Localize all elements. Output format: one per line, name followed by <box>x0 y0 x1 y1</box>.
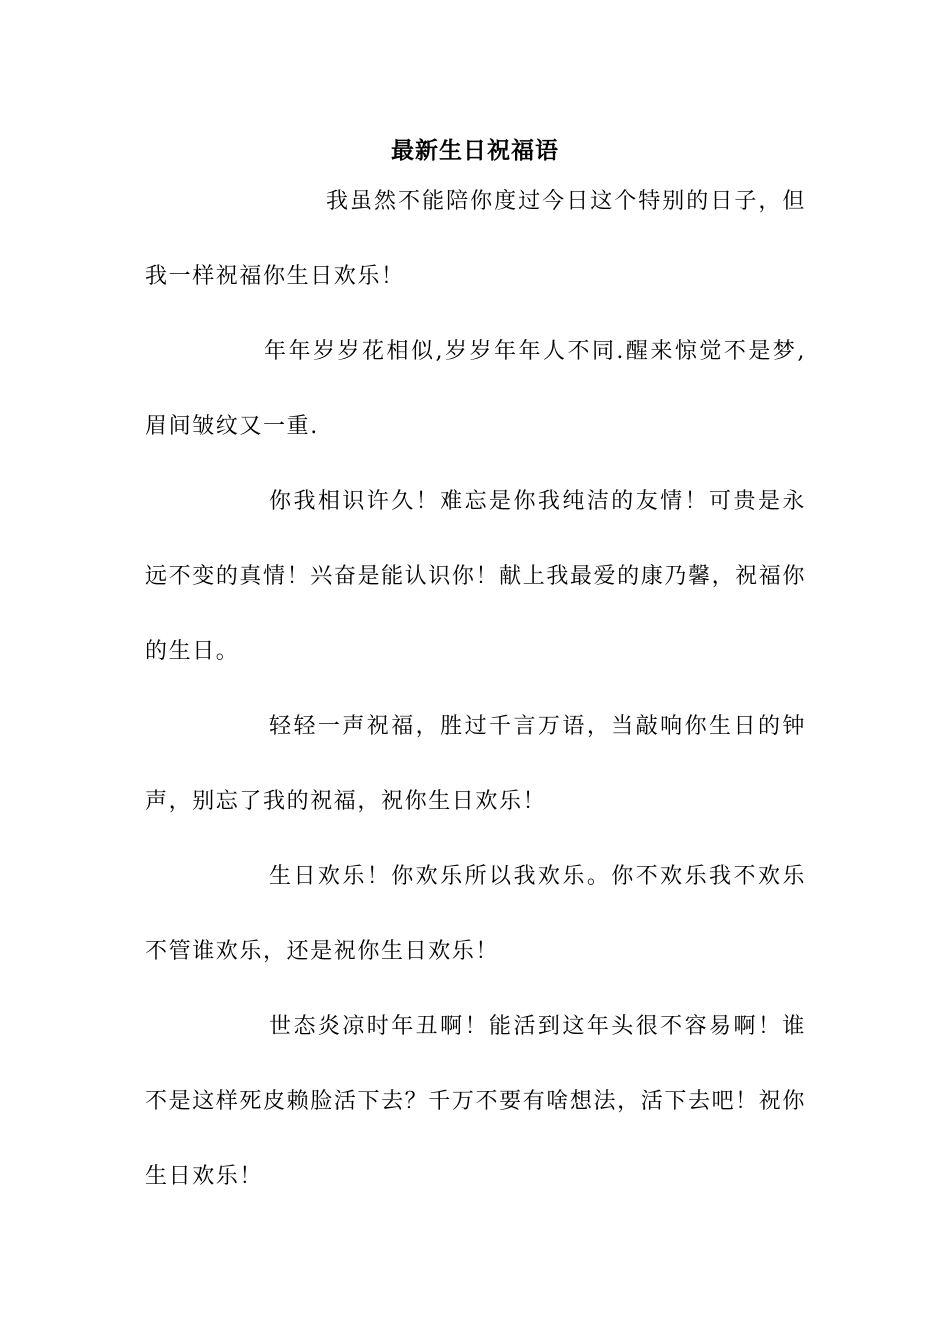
paragraph-1: 我虽然不能陪你度过今日这个特别的日子，但我一样祝福你生日欢乐！ <box>145 189 806 289</box>
document-title: 最新生日祝福语 <box>391 138 559 164</box>
paragraph-4: 轻轻一声祝福，胜过千言万语，当敲响你生日的钟声，别忘了我的祝福，祝你生日欢乐！ <box>145 714 806 814</box>
paragraph-6: 世态炎凉时年丑啊！能活到这年头很不容易啊！谁不是这样死皮赖脸活下去？千万不要有啥想法，活下去吧！祝你生日欢乐！ <box>145 1014 806 1189</box>
paragraph-3: 你我相识许久！难忘是你我纯洁的友情！可贵是永远不变的真情！兴奋是能认识你！献上我最爱的康乃馨，祝福你的生日。 <box>145 489 806 664</box>
paragraph-2: 年年岁岁花相似,岁岁年年人不同.醒来惊觉不是梦,眉间皱纹又一重. <box>145 339 806 439</box>
paragraph-5: 生日欢乐！你欢乐所以我欢乐。你不欢乐我不欢乐不管谁欢乐，还是祝你生日欢乐！ <box>145 864 806 964</box>
